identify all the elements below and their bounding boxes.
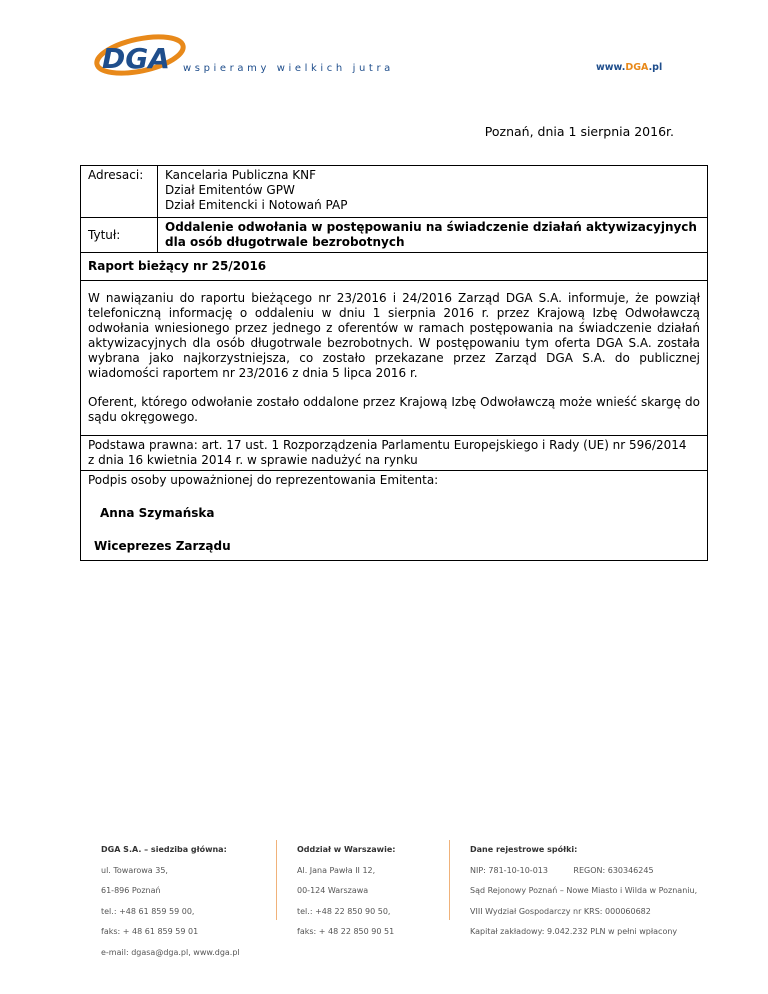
website-link[interactable]: www.DGA.pl xyxy=(596,62,663,73)
recipient: Kancelaria Publiczna KNF xyxy=(165,168,317,182)
signature-block xyxy=(81,471,708,561)
footer-warsaw-branch: Oddział w Warszawie: Al. Jana Pawła II 12, 00-124 Warszawa tel.: +48 22 850 90 50, faks: + 48 22 850 90 51 xyxy=(297,845,396,936)
tagline: wspieramy wielkich jutra xyxy=(183,63,394,74)
footer-divider xyxy=(276,840,277,920)
footer-headquarters: DGA S.A. – siedziba główna: ul. Towarowa 35, 61-896 Poznań tel.: +48 61 859 59 00, faks: + 48 61 859 59 01 e-mail: dgasa@dga.pl, www.dga.pl xyxy=(101,845,240,957)
tytul-label: Tytuł: xyxy=(81,218,158,253)
date-line: Poznań, dnia 1 sierpnia 2016r. xyxy=(484,124,674,139)
footer-divider xyxy=(449,840,450,920)
adresaci-label: Adresaci: xyxy=(81,166,158,218)
signature-label: Podpis osoby upoważnionej do reprezentowania Emitenta: xyxy=(88,473,439,487)
recipient: Dział Emitencki i Notowań PAP xyxy=(165,198,348,212)
recipient: Dział Emitentów GPW xyxy=(165,183,295,197)
signatory-role: Wiceprezes Zarządu xyxy=(94,539,231,553)
body-paragraph: Oferent, którego odwołanie zostało oddalone przez Krajową Izbę Odwoławczą może wnieść skargę do sądu okręgowego. xyxy=(88,395,700,424)
footer-registration: Dane rejestrowe spółki: NIP: 781-10-10-013 REGON: 630346245 Sąd Rejonowy Poznań – Nowe Miasto i Wilda w Poznaniu, VIII Wydział Gospodarczy nr KRS: 000060682 Kapitał zakładowy: 9.042.232 PLN w pełni wpłacony xyxy=(470,845,698,936)
report-title: Oddalenie odwołania w postępowaniu na świadczenie działań aktywizacyjnych dla osób długotrwale bezrobotnych xyxy=(158,218,708,253)
dga-logo xyxy=(92,33,188,81)
body-paragraph: W nawiązaniu do raportu bieżącego nr 23/2016 i 24/2016 Zarząd DGA S.A. informuje, że powziął telefoniczną informację o oddaleniu w dniu 1 sierpnia 2016 r. przez Krajową Izbę Odwoławczą odwołania wniesionego przez jednego z oferentów w ramach postępowania na świadczenie działań aktywizacyjnych dla osób długotrwale bezrobotnych. W postępowaniu tym oferta DGA S.A. została wybrana jako najkorzystniejsza, co zostało przekazane przez Zarząd DGA S.A. do publicznej wiadomości raportem nr 23/2016 z dnia 5 lipca 2016 r. xyxy=(88,291,700,380)
logo-text: DGA xyxy=(102,42,170,75)
report-body xyxy=(81,281,708,436)
legal-basis: Podstawa prawna: art. 17 ust. 1 Rozporządzenia Parlamentu Europejskiego i Rady (UE) nr 596/2014 z dnia 16 kwietnia 2014 r. w sprawie nadużyć na rynku xyxy=(81,436,708,471)
report-table xyxy=(80,165,708,561)
signatory-name: Anna Szymańska xyxy=(100,506,215,520)
adresaci-list xyxy=(158,166,708,218)
report-number: Raport bieżący nr 25/2016 xyxy=(81,253,708,281)
